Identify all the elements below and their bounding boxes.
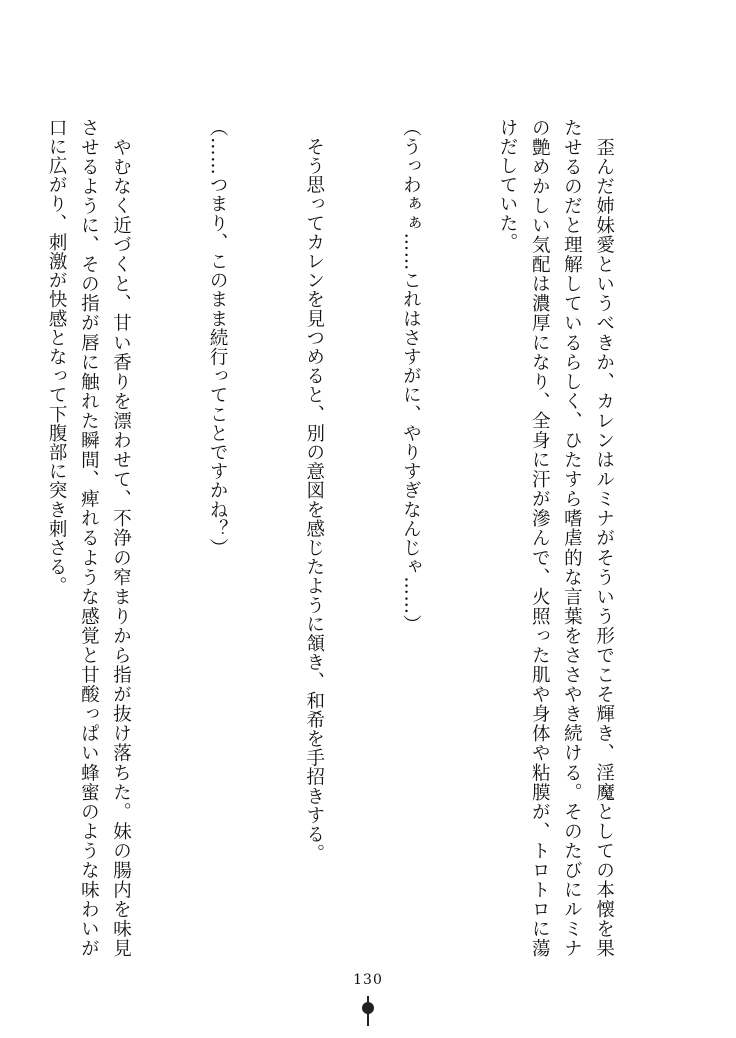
page-number: 130 (353, 972, 383, 988)
body-text (46, 118, 684, 958)
page-marker-dot-icon (362, 1002, 374, 1014)
paragraph: そう思ってカレンを見つめると、別の意図を感じたように頷き、和希を手招きする。 (303, 118, 325, 863)
paragraph: （……つまり、このまま続行ってことですかね？） (207, 118, 229, 558)
paragraph: （うっわぁぁ……これはさすがに、やりすぎなんじゃ……） (400, 118, 422, 634)
paragraph: 歪んだ姉妹愛というべきか、カレンはルミナがそういう形でこそ輝き、淫魔としての本懐を果たせるのだと理解しているらしく、ひたすら嗜虐的な言葉をささやき続ける。そのたびにルミナの艶めかしい気配は濃厚になり、全身に汗が滲んで、火照った肌や身体や粘膜が、トロトロに蕩けだしていた。 (496, 118, 615, 958)
paragraph: やむなく近づくと、甘い香りを漂わせて、不浄の窄まりから指が抜け落ちた。妹の腸内を味見させるように、その指が唇に触れた瞬間、痺れるような感覚と甘酸っぱい蜂蜜のような味わいが口に広がり、刺激が快感となって下腹部に突き刺さる。 (46, 118, 132, 958)
